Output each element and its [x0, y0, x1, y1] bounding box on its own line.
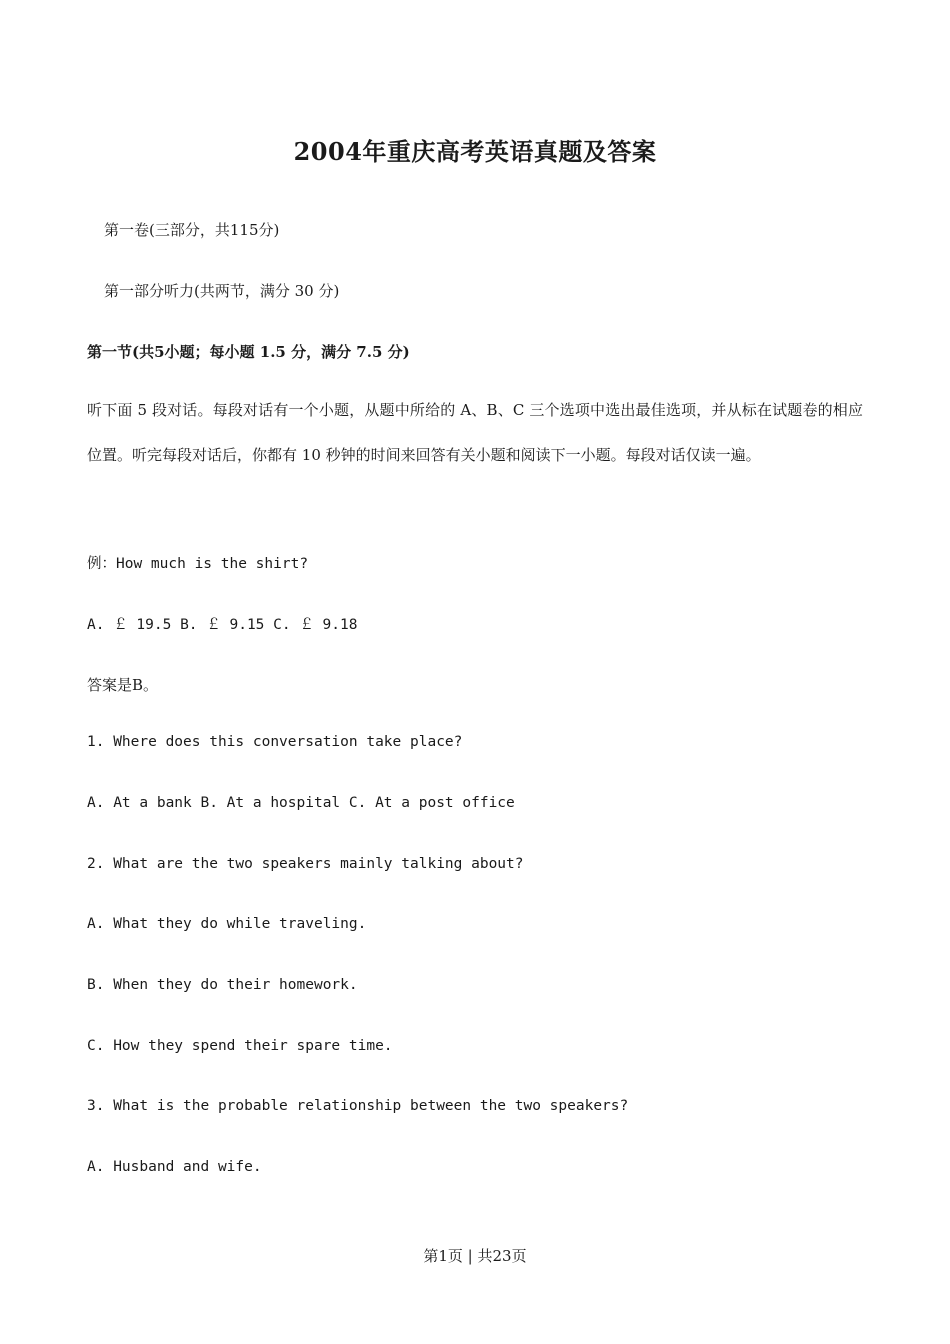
section-one-heading: 第一节(共5小题；每小题 1.5 分，满分 7.5 分) [87, 343, 410, 361]
example-options: A. ￡ 19.5 B. ￡ 9.15 C. ￡ 9.18 [87, 617, 358, 633]
part-one-heading: 第一部分听力(共两节，满分 30 分) [104, 282, 340, 300]
example-answer: 答案是B。 [87, 676, 159, 694]
example-question: 例：How much is the shirt? [87, 556, 309, 572]
question-3-option-a: A. Husband and wife. [87, 1159, 262, 1175]
question-1-options: A. At a bank B. At a hospital C. At a post office [87, 795, 515, 811]
question-2: 2. What are the two speakers mainly talking about? [87, 856, 524, 872]
question-1: 1. Where does this conversation take place? [87, 734, 463, 750]
question-3: 3. What is the probable relationship between the two speakers? [87, 1098, 629, 1114]
volume-heading: 第一卷(三部分，共115分) [104, 221, 280, 239]
document-title: 2004年重庆高考英语真题及答案 [293, 137, 657, 166]
page-footer: 第1页 | 共23页 [423, 1247, 527, 1265]
question-2-option-a: A. What they do while traveling. [87, 916, 367, 932]
question-2-option-c: C. How they spend their spare time. [87, 1038, 393, 1054]
listening-instructions: 听下面 5 段对话。每段对话有一个小题，从题中所给的 A、B、C 三个选项中选出最佳选项，并从标在试题卷的相应位置。听完每段对话后，你都有 10 秒钟的时间来回答有关小题和阅读下一小题。每段对话仅读一遍。 [87, 401, 863, 464]
question-2-option-b: B. When they do their homework. [87, 977, 358, 993]
